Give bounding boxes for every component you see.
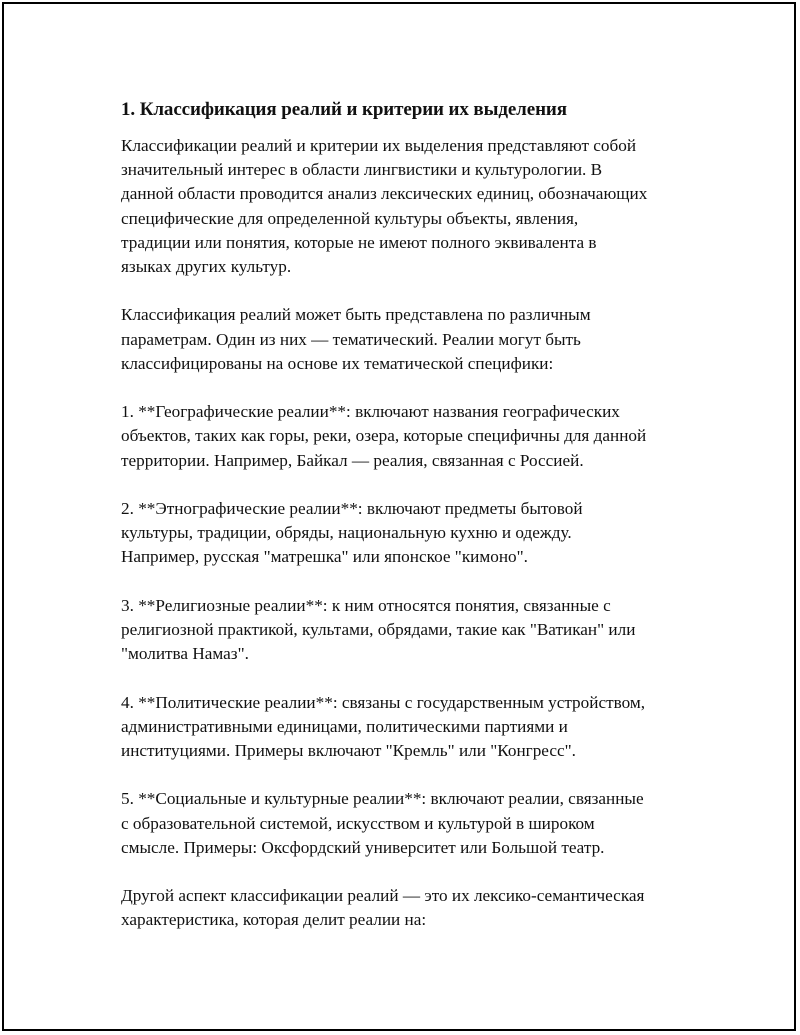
list-item-social-cultural: 5. **Социальные и культурные реалии**: включают реалии, связанные с образовательной системой, искусством и культурой в широком смысле. Примеры: Оксфордский университет или Большой театр. [121,789,644,857]
document-body [121,96,711,957]
paragraph-classification: Классификация реалий может быть представлена по различным параметрам. Один из них — тематический. Реалии могут быть классифицированы на основе их тематической специфики: [121,305,591,373]
list-item-ethnographic: 2. **Этнографические реалии**: включают предметы бытовой культуры, традиции, обряды, национальную кухню и одежду. Например, русская "матрешка" или японское "кимоно". [121,499,583,567]
paragraph-intro: Классификации реалий и критерии их выделения представляют собой значительный интерес в области лингвистики и культурологии. В данной области проводится анализ лексических единиц, обозначающих специфические для определенной культуры объекты, явления, традиции или понятия, которые не имеют полного эквивалента в языках других культур. [121,136,648,277]
list-item-religious: 3. **Религиозные реалии**: к ним относятся понятия, связанные с религиозной практикой, культами, обрядами, такие как "Ватикан" или "молитва Намаз". [121,595,636,664]
page-frame [2,2,796,1031]
paragraph-lexical-semantic: Другой аспект классификации реалий — это их лексико-семантическая характеристика, которая делит реалии на: [121,886,645,930]
list-item-geographic: 1. **Географические реалии**: включают названия географических объектов, таких как горы, реки, озера, которые специфичны для данной территории. Например, Байкал — реалия, связанная с Россией. [121,402,647,470]
section-heading: 1. Классификация реалий и критерии их выделения [121,99,567,120]
list-item-political: 4. **Политические реалии**: связаны с государственным устройством, административными единицами, политическими партиями и институциями. Примеры включают "Кремль" или "Конгресс". [121,692,646,760]
